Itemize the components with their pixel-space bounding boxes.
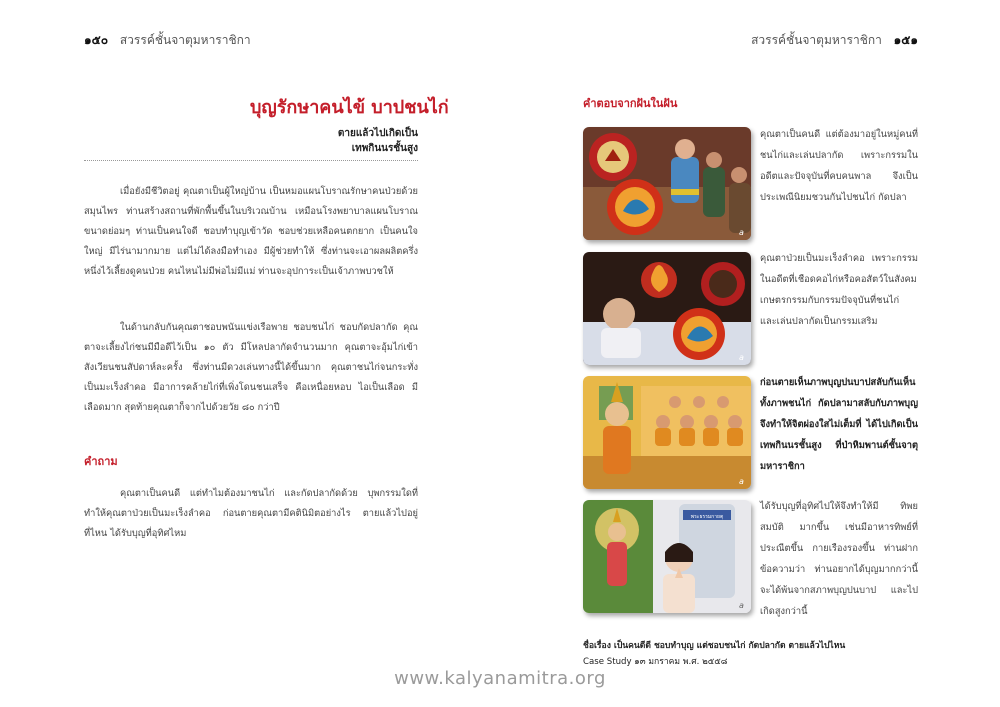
- svg-text:a: a: [739, 228, 744, 237]
- question-text: คุณตาเป็นคนดี แต่ทำไมต้องมาชนไก่ และกัดปลากัดด้วย บุพกรรมใดที่ทำให้คุณตาป่วยเป็นมะเร็งลำคอ ก่อนตายคุณตามีคตินิมิตอย่างไร ตายแล้วไปอยู่ที่ไหน ได้รับบุญที่อุทิศไหม: [84, 488, 418, 539]
- subtitle-line-1: ตายแล้วไปเกิดเป็น: [337, 128, 418, 139]
- right-page-number: ๑๕๑: [893, 33, 918, 47]
- illustration-celestial-being: [583, 376, 751, 489]
- svg-text:a: a: [739, 601, 744, 610]
- case-study-date: Case Study ๑๓ มกราคม พ.ศ. ๒๕๕๘: [583, 657, 728, 667]
- story-paragraph-1: เมื่อยังมีชีวิตอยู่ คุณตาเป็นผู้ใหญ่บ้าน เป็นหมอแผนโบราณรักษาคนป่วยด้วยสมุนไพร ท่านสร้างสถานที่พักพื้นขึ้นในบริเวณบ้าน เหมือนโรงพยาบาลแผนโบราณขนาดย่อมๆ ท่านเป็นคนใจดี ชอบทำบุญเข้าวัด ชอบช่วยเหลือคนตกยาก เป็นคนใจใหญ่ มีไร่นามากมาย แต่ไม่ได้ลงมือทำเอง มีผู้ช่วยทำให้ ซึ่งท่านจะเอาผลผลิตครึ่งหนึ่งไว้เลี้ยงดูคนป่วย คนไหนไม่มีพ่อไม่มีแม่ ท่านจะอุปการะเป็นเจ้าภาพบวชให้: [84, 186, 418, 277]
- jar-label: พระธรรมกายตุ: [690, 514, 724, 520]
- story-source-title: ชื่อเรื่อง เป็นคนดีดี ชอบทำบุญ แต่ชอบชนไก่ กัดปลากัด ตายแล้วไปไหน: [583, 641, 846, 651]
- subtitle-line-2: เทพกินนรชั้นสูง: [351, 143, 418, 154]
- left-page-header: [84, 31, 251, 50]
- question-heading: คำถาม: [84, 455, 118, 468]
- caption-4: ได้รับบุญที่อุทิศไปให้จึงทำให้มี ทิพยสมบัติ มากขึ้น เช่นมีอาหารทิพย์ที่ประณีตขึ้น กายเรืองรองขึ้น ท่านฝากข้อความว่า ท่านอยากได้บุญมากกว่านี้จะได้พ้นจากสภาพบุญปนบาป และไปเกิดสูงกว่านี้: [760, 501, 918, 617]
- story-subtitle: [300, 126, 418, 156]
- left-page-number: ๑๕๐: [84, 33, 109, 47]
- illustration-merit-dedication: [583, 500, 751, 613]
- caption-3: ก่อนตายเห็นภาพบุญปนบาปสลับกันเห็นทั้งภาพชนไก่ กัดปลามาสลับกับภาพบุญ จึงทำให้จิตผ่องใสไม่เต็มที่ ได้ไปเกิดเป็นเทพกินนรชั้นสูง ที่ป่าหิมพานต์ชั้นจาตุมหาราชิกา: [760, 377, 918, 472]
- story-title: บุญรักษาคนไข้ บาปชนไก่: [250, 97, 449, 118]
- right-running-title: สวรรค์ชั้นจาตุมหาราชิกา: [751, 33, 882, 47]
- illustration-cockfight-crowd: [583, 127, 751, 240]
- dotted-divider: [84, 160, 418, 161]
- answer-heading: คำตอบจากฝันในฝัน: [583, 97, 678, 110]
- caption-1: คุณตาเป็นคนดี แต่ต้องมาอยู่ในหมู่คนที่ชนไก่และเล่นปลากัด เพราะกรรมในอดีตและปัจจุบันที่คบคนพาล จึงเป็นประเพณีนิยมชวนกันไปชนไก่ กัดปลา: [760, 129, 918, 203]
- illustration-sick-grandfather: [583, 252, 751, 365]
- right-page-header: [751, 31, 918, 50]
- website-watermark: www.kalyanamitra.org: [394, 668, 606, 689]
- svg-text:a: a: [739, 353, 744, 362]
- left-running-title: สวรรค์ชั้นจาตุมหาราชิกา: [119, 33, 251, 47]
- svg-text:a: a: [739, 477, 744, 486]
- story-paragraph-2: ในด้านกลับกันคุณตาชอบพนันแข่งเรือพาย ชอบชนไก่ ชอบกัดปลากัด คุณตาจะเลี้ยงไก่ชนมีมือดีไว้เป็น ๑๐ ตัว มีโหลปลากัดจำนวนมาก คุณตาจะอุ้มไก่เข้าสังเวียนชนสัปดาห์ละครั้ง ซึ่งท่านมีดวงเล่นทางนี้ได้ขึ้นมาก คุณตาชนไก่จนกระทั่งเป็นมะเร็งลำคอ มีอาการคล้ายไก่ที่เพิ่งโดนชนเสร็จ คือเหนื่อยหอบ ไอเป็นเลือด มีเลือดมาก สุดท้ายคุณตาก็จากไปด้วยวัย ๘๐ กว่าปี: [84, 322, 418, 413]
- caption-2: คุณตาป่วยเป็นมะเร็งลำคอ เพราะกรรมในอดีตที่เชือดคอไก่หรือคอสัตว์ในสังคมเกษตรกรรมกับกรรมปัจจุบันที่ชนไก่ และเล่นปลากัดเป็นกรรมเสริม: [760, 253, 918, 327]
